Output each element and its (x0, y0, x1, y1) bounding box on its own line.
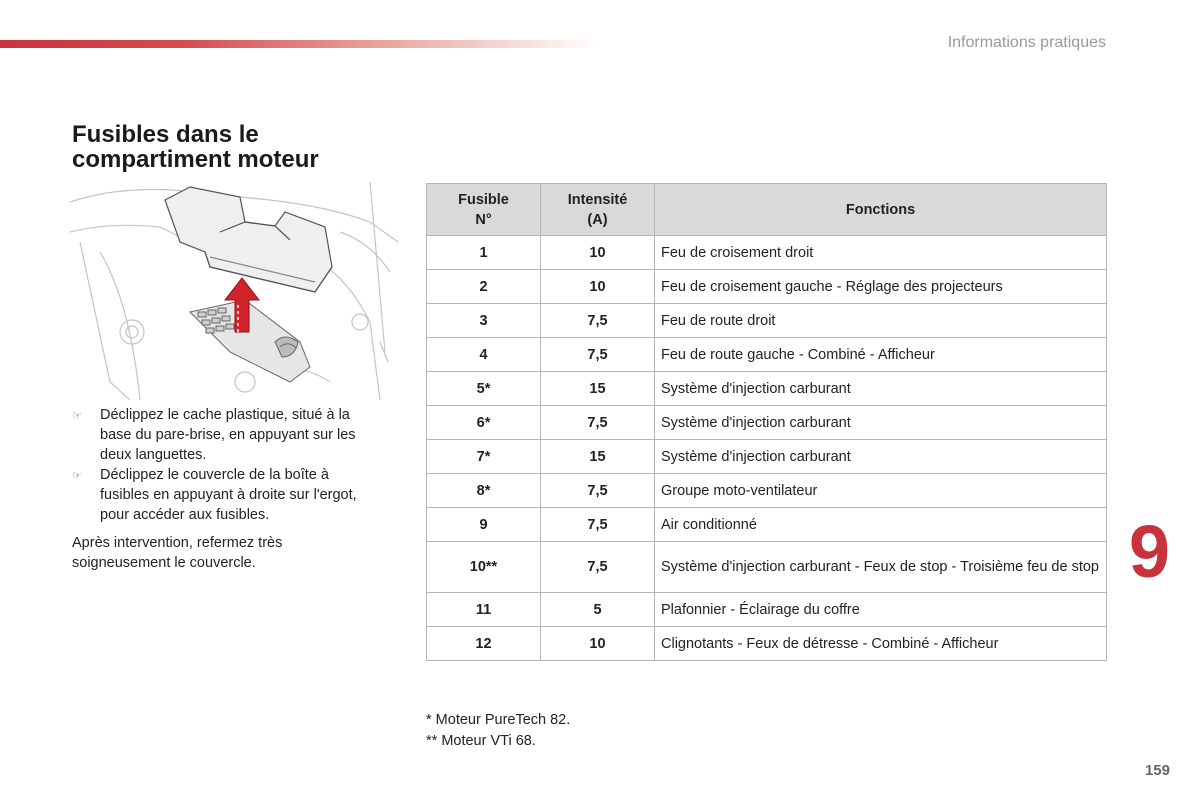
fuse-number-cell: 12 (427, 627, 541, 661)
header-amperage: Intensité (A) (541, 184, 655, 236)
amperage-cell: 10 (541, 270, 655, 304)
table-row (427, 508, 1107, 542)
table-row (427, 593, 1107, 627)
table-row (427, 304, 1107, 338)
page-title: Fusibles dans le compartiment moteur (72, 121, 319, 173)
footnote: ** Moteur VTi 68. (426, 733, 536, 749)
table-row (427, 372, 1107, 406)
amperage-cell: 7,5 (541, 508, 655, 542)
fuse-number-cell: 11 (427, 593, 541, 627)
instruction-item (72, 405, 382, 465)
function-cell: Feu de croisement gauche - Réglage des projecteurs (655, 270, 1107, 304)
table-header-row (427, 184, 1107, 236)
function-cell: Système d'injection carburant (655, 440, 1107, 474)
table-row (427, 440, 1107, 474)
function-cell: Plafonnier - Éclairage du coffre (655, 593, 1107, 627)
fuse-number-cell: 5* (427, 372, 541, 406)
header-accent-bar (0, 40, 600, 48)
engine-fusebox-illustration (70, 182, 398, 400)
fuse-number-cell: 3 (427, 304, 541, 338)
amperage-cell: 5 (541, 593, 655, 627)
fuse-number-cell: 10** (427, 542, 541, 593)
function-cell: Groupe moto-ventilateur (655, 474, 1107, 508)
table-row (427, 236, 1107, 270)
pointing-hand-icon: ☞ (72, 470, 82, 482)
footnote: * Moteur PureTech 82. (426, 712, 571, 728)
function-cell: Air conditionné (655, 508, 1107, 542)
section-title: Informations pratiques (947, 34, 1106, 51)
table-row (427, 406, 1107, 440)
instruction-list (72, 405, 382, 525)
fuse-number-cell: 9 (427, 508, 541, 542)
table-row (427, 474, 1107, 508)
fuse-number-cell: 6* (427, 406, 541, 440)
function-cell: Système d'injection carburant - Feux de stop - Troisième feu de stop (655, 542, 1107, 593)
amperage-cell: 7,5 (541, 304, 655, 338)
amperage-cell: 10 (541, 627, 655, 661)
function-cell: Feu de croisement droit (655, 236, 1107, 270)
fuse-number-cell: 2 (427, 270, 541, 304)
fuse-number-cell: 8* (427, 474, 541, 508)
amperage-cell: 7,5 (541, 542, 655, 593)
fuse-number-cell: 7* (427, 440, 541, 474)
amperage-cell: 7,5 (541, 406, 655, 440)
function-cell: Feu de route droit (655, 304, 1107, 338)
page-number: 159 (1144, 762, 1170, 779)
function-cell: Clignotants - Feux de détresse - Combiné - Afficheur (655, 627, 1107, 661)
pointing-hand-icon: ☞ (72, 410, 82, 422)
amperage-cell: 7,5 (541, 338, 655, 372)
instruction-text: Déclippez le cache plastique, situé à la base du pare-brise, en appuyant sur les deux languettes. (100, 407, 356, 463)
table-row (427, 338, 1107, 372)
amperage-cell: 10 (541, 236, 655, 270)
function-cell: Système d'injection carburant (655, 406, 1107, 440)
fuse-number-cell: 1 (427, 236, 541, 270)
fuse-table (426, 183, 1107, 661)
function-cell: Système d'injection carburant (655, 372, 1107, 406)
header-fuse-number: Fusible N° (427, 184, 541, 236)
chapter-number: 9 (1128, 510, 1170, 593)
amperage-cell: 15 (541, 372, 655, 406)
instruction-item (72, 465, 382, 525)
table-row (427, 270, 1107, 304)
table-row (427, 542, 1107, 593)
function-cell: Feu de route gauche - Combiné - Afficheur (655, 338, 1107, 372)
fuse-number-cell: 4 (427, 338, 541, 372)
amperage-cell: 7,5 (541, 474, 655, 508)
footnotes (426, 710, 570, 752)
after-intervention-note: Après intervention, refermez très soigneusement le couvercle. (72, 535, 283, 571)
amperage-cell: 15 (541, 440, 655, 474)
instruction-text: Déclippez le couvercle de la boîte à fusibles en appuyant à droite sur l'ergot, pour accéder aux fusibles. (100, 467, 357, 523)
header-functions: Fonctions (655, 184, 1107, 236)
table-row (427, 627, 1107, 661)
